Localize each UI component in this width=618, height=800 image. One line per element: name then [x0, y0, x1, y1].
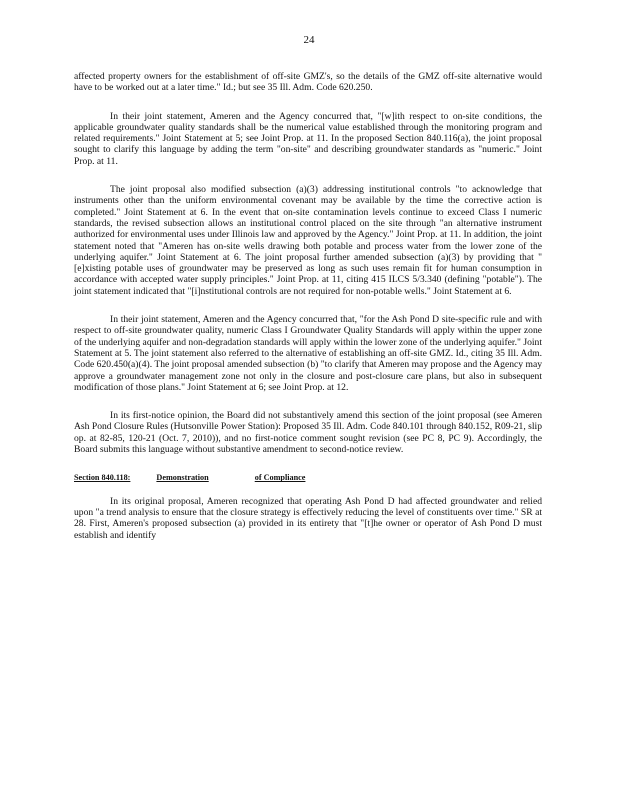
paragraph-institutional-controls: The joint proposal also modified subsection (a)(3) addressing institutional controls "to acknowledge that instruments other than the uniform environmental covenant may be available by the time the corrective action is completed." Joint Statement at 6. In the event that on-site contamination levels continue to exceed Class I numeric standards, the revised subsection allows an institutional control placed on the site through "an alternative instrument authorized for environmental uses under Illinois law and approved by the Agency." Joint Prop. at 11. In addition, the joint statement noted that "Ameren has on-site wells drawing both potable and process water from the lower zone of the underlying aquifer." Joint Statement at 6. The joint proposal further amended subsection (a)(3) by providing that "[e]xisting potable uses of groundwater may be preserved as long as such uses remain fit for human consumption in accordance with accepted water supply principles." Joint Prop. at 11, citing 415 ILCS 5/3.340 (defining "potable"). The joint statement indicated that "[i]nstitutional controls are not required for non-potable wells." Joint Statement at 6.	[74, 184, 542, 297]
paragraph-onsite-standards: In their joint statement, Ameren and the Agency concurred that, "[w]ith respect to on-site conditions, the applicable groundwater quality standards shall be the numerical value established through the monitoring program and related requirements." Joint Statement at 5; see Joint Prop. at 11. In the proposed Section 840.116(a), the joint proposal sought to clarify this language by adding the term "on-site" and describing groundwater standards as "numeric." Joint Prop. at 11.	[74, 110, 542, 167]
section-number: Section 840.118:	[74, 473, 131, 483]
section-title-part2: of Compliance	[254, 473, 306, 483]
document-body	[74, 71, 542, 558]
paragraph-continuation: affected property owners for the establishment of off-site GMZ's, so the details of the GMZ off-site alternative would have to be worked out at a later time." Id.; but see 35 Ill. Adm. Code 620.250.	[74, 71, 542, 94]
section-title-part1: Demonstration	[156, 473, 209, 483]
paragraph-offsite-groundwater: In their joint statement, Ameren and the Agency concurred that, "for the Ash Pond D site-specific rule and with respect to off-site groundwater quality, numeric Class I Groundwater Quality Standards will apply within the upper zone of the underlying aquifer and non-degradation standards will apply within the lower zone of the underlying aquifer." Joint Statement at 5. The joint statement also referred to the alternative of establishing an off-site GMZ. Id., citing 35 Ill. Adm. Code 620.450(a)(4). The joint proposal amended subsection (b) "to clarify that Ameren may propose and the Agency may approve a groundwater management zone not only in the closure and post-closure care plans, but also in subsequent modification of those plans." Joint Statement at 6; see Joint Prop. at 12.	[74, 314, 542, 393]
section-heading	[74, 472, 345, 483]
page-number: 24	[303, 34, 315, 46]
paragraph-first-notice: In its first-notice opinion, the Board did not substantively amend this section of the joint proposal (see Ameren Ash Pond Closure Rules (Hutsonville Power Station): Proposed 35 Ill. Adm. Code 840.101 through 840.152, R09-21, slip op. at 82-85, 120-21 (Oct. 7, 2010)), and no first-notice comment sought revision (see PC 8, PC 9). Accordingly, the Board submits this language without substantive amendment to second-notice review.	[74, 410, 542, 456]
paragraph-demonstration: In its original proposal, Ameren recognized that operating Ash Pond D had affected groundwater and relied upon "a trend analysis to ensure that the closure strategy is effectively reducing the level of constituents over time." SR at 28. First, Ameren's proposed subsection (a) provided in its entirety that "[t]he owner or operator of Ash Pond D must establish and identify	[74, 495, 542, 541]
